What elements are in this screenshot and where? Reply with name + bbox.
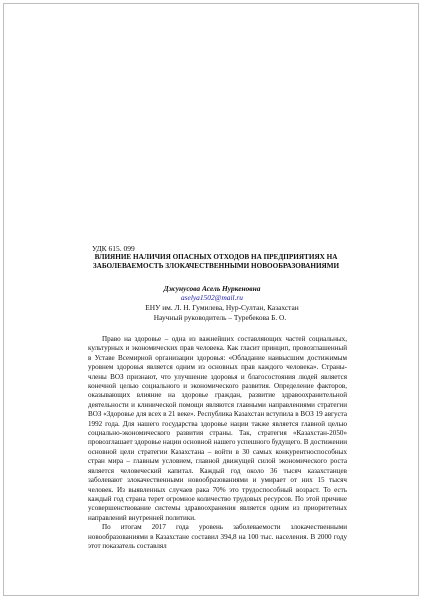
body-paragraph-1: Право на здоровье – одна из важнейших составляющих частей социальных, культурных и экономических прав человека. Как гласит принцип, провозглашенный в Уставе Всемирной организации здоровья: «Обладание наивысшим достижимым уровнем здоровья является одним из основных прав каждого человека». Страны-члены ВОЗ признают, что улучшение здоровья и благосостояния людей является конечной целью социального и экономического развития. Определение факторов, оказывающих влияние на здоровье граждан, развитие здравоохранительной деятельности и клинической помощи являются главными направлениями стратегии ВОЗ «Здоровье для всех в 21 веке». Республика Казахстан вступила в ВОЗ 19 августа 1992 года. Для нашего государства здоровье нации также является главной целью социально-экономического развития страны. Так, стратегия «Казахстан-2050» провозглашает здоровье нации основной нашего успешного будущего. В достижении основной цели стратегии Казахстана – войти в 30 самых конкурентноспособных стран мира – главным условием, главной движущей силой экономического роста является человеческий капитал. Каждый год около 36 тысяч казахстанцев заболевают злокачественными новообразованиями и умирает от них 15 тысяч человек. Из выявленных случаев рака 70% это трудоспособный возраст. То есть каждый год страна терет огромное количество трудовых ресурсов. По этой причине усовершенствование системы здравоохранения является одним из приоритетных направлений внутренней политики. (88, 335, 347, 522)
author-email-link[interactable]: aselya1502@mail.ru (180, 293, 244, 302)
author-name: Джунусова Асель Нуркеновна (163, 284, 261, 293)
udc-code: УДК 615. 099 (92, 244, 135, 253)
author-affiliation: ЕНУ им. Л. Н. Гумилева, Нур-Султан, Казахстан (145, 303, 299, 312)
body-paragraph-2: По итогам 2017 года уровень заболеваемости злокачественными новообразованиями в Казахстане составил 394,8 на 100 тыс. населения. В 2000 году этот показатель составлял (88, 523, 347, 550)
article-body (88, 335, 347, 551)
article-title: ВЛИЯНИЕ НАЛИЧИЯ ОПАСНЫХ ОТХОДОВ НА ПРЕДПРИЯТИЯХ НА ЗАБОЛЕВАЕМОСТЬ ЗЛОКАЧЕСТВЕННЫМИ НОВООБРАЗОВАНИЯМИ (92, 253, 340, 271)
scientific-supervisor: Научный руководитель – Туребекова Б. О. (153, 313, 287, 322)
